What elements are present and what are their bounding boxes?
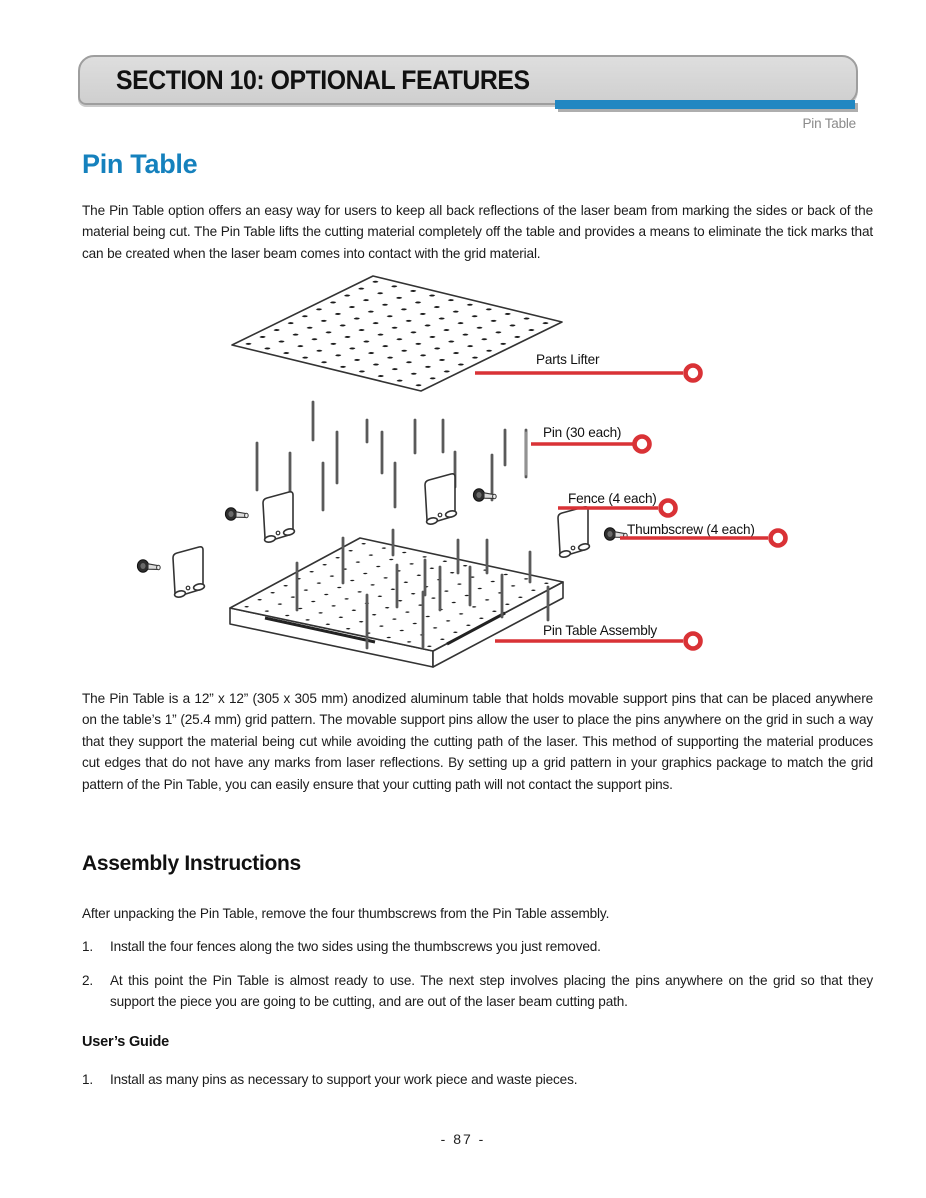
step-number: 1. [82, 939, 94, 954]
page-title: Pin Table [82, 149, 198, 179]
callout-marker [771, 531, 786, 546]
callout-label: Thumbscrew (4 each) [627, 522, 755, 537]
blue-accent-bar [555, 100, 855, 109]
section-header-banner [78, 55, 858, 105]
step-text: Install as many pins as necessary to support your work piece and waste pieces. [110, 1072, 578, 1087]
assembly-intro: After unpacking the Pin Table, remove the four thumbscrews from the Pin Table assembly. [82, 906, 610, 921]
callout-marker [635, 437, 650, 452]
callout-label: Pin (30 each) [543, 425, 622, 440]
callout-thumbscrew [620, 522, 786, 546]
callout-label: Pin Table Assembly [543, 623, 658, 638]
thumbscrew-icon [137, 560, 160, 572]
users-guide-heading: User’s Guide [82, 1034, 170, 1050]
callout-pin [531, 425, 650, 452]
breadcrumb: Pin Table [802, 116, 856, 131]
description-paragraph: The Pin Table is a 12” x 12” (305 x 305 mm) anodized aluminum table that holds movable support pins that can be placed anywhere on the table’s 1” (25.4 mm) grid pattern. The movable support pins allow the user to place the pins anywhere on the grid in such a way that they support the material being cut while avoiding the cutting path of the laser. This method of supporting the material produces cut edges that do not have any marks from laser reflections. By setting up a grid pattern in your graphics package to match the grid pattern of the Pin Table, you can easily ensure that your cutting path will not contact the support pins. [82, 691, 873, 792]
callout-marker [661, 501, 676, 516]
step-number: 2. [82, 973, 94, 988]
fence [263, 492, 295, 543]
assembly-instructions-heading: Assembly Instructions [82, 852, 301, 875]
callout-marker [686, 634, 701, 649]
intro-paragraph: The Pin Table option offers an easy way for users to keep all back reflections of the laser beam from marking the sides or back of the material being cut. The Pin Table lifts the cutting material completely off the table and provides a means to eliminate the tick marks that can be created when the laser beam comes into contact with the grid material. [82, 203, 873, 261]
callout-assembly [495, 623, 701, 649]
fence [425, 474, 457, 525]
step-text: Install the four fences along the two sides using the thumbscrews you just removed. [110, 939, 601, 954]
callout-marker [686, 366, 701, 381]
callout-parts-lifter [475, 352, 701, 381]
step-number: 1. [82, 1072, 94, 1087]
section-title: SECTION 10: OPTIONAL FEATURES [116, 64, 530, 95]
fence [558, 507, 590, 558]
assembly-step-2 [82, 970, 873, 1013]
exploded-view-illustration [75, 272, 835, 684]
step-text: At this point the Pin Table is almost ready to use. The next step involves placing the pins anywhere on the grid so that they support the piece you are going to be cutting, and are out of the laser beam cutting path. [110, 973, 873, 1010]
callout-label: Parts Lifter [536, 352, 600, 367]
users-guide-step-1 [82, 1069, 873, 1090]
thumbscrew-icon [225, 508, 248, 520]
assembly-step-1 [82, 936, 873, 957]
floating-pins [257, 402, 526, 517]
page-number: - 87 - [440, 1131, 486, 1147]
callout-label: Fence (4 each) [568, 491, 657, 506]
pin-table-exploded-diagram [75, 272, 835, 684]
fence [173, 547, 205, 598]
